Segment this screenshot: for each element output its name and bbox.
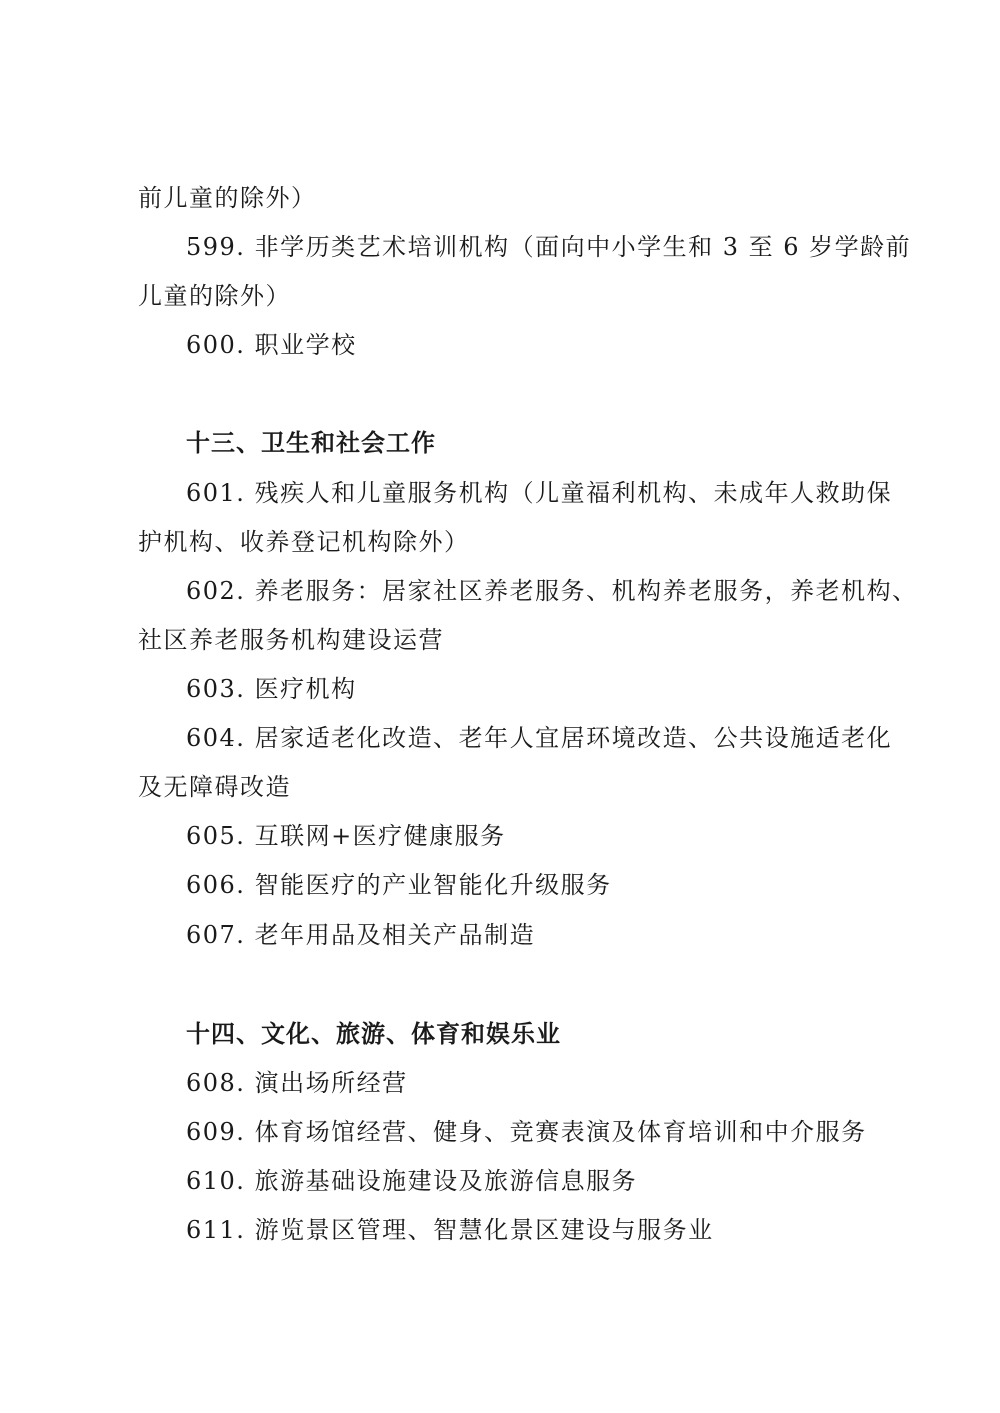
list-item-607: 607. 老年用品及相关产品制造	[186, 921, 536, 949]
list-item-602-continuation: 社区养老服务机构建设运营	[138, 626, 444, 654]
section-heading-14: 十四、文化、旅游、体育和娱乐业	[186, 1020, 561, 1048]
list-item-599: 599. 非学历类艺术培训机构（面向中小学生和 3 至 6 岁学龄前	[186, 233, 912, 261]
list-item-601-continuation: 护机构、收养登记机构除外）	[138, 528, 470, 556]
paragraph-continuation: 前儿童的除外）	[138, 184, 317, 212]
list-item-600: 600. 职业学校	[186, 331, 357, 359]
list-item-610: 610. 旅游基础设施建设及旅游信息服务	[186, 1167, 638, 1195]
list-item-603: 603. 医疗机构	[186, 675, 357, 703]
list-item-611: 611. 游览景区管理、智慧化景区建设与服务业	[186, 1216, 714, 1244]
list-item-608: 608. 演出场所经营	[186, 1069, 408, 1097]
list-item-609: 609. 体育场馆经营、健身、竞赛表演及体育培训和中介服务	[186, 1118, 867, 1146]
list-item-606: 606. 智能医疗的产业智能化升级服务	[186, 871, 612, 899]
list-item-599-continuation: 儿童的除外）	[138, 282, 291, 310]
list-item-602: 602. 养老服务：居家社区养老服务、机构养老服务，养老机构、	[186, 577, 918, 605]
list-item-601: 601. 残疾人和儿童服务机构（儿童福利机构、未成年人救助保	[186, 479, 893, 507]
list-item-604-continuation: 及无障碍改造	[138, 773, 291, 801]
list-item-604: 604. 居家适老化改造、老年人宜居环境改造、公共设施适老化	[186, 724, 893, 752]
section-heading-13: 十三、卫生和社会工作	[186, 429, 436, 457]
list-item-605: 605. 互联网+医疗健康服务	[186, 822, 506, 850]
